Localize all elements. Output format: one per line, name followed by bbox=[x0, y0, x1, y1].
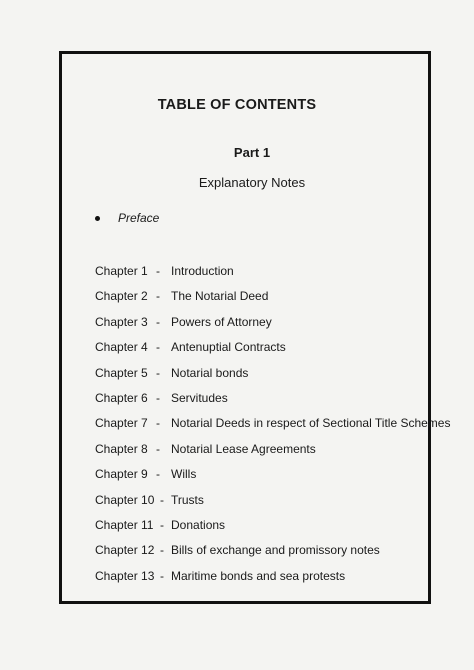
chapter-separator: - bbox=[156, 467, 160, 482]
chapter-title: Notarial Lease Agreements bbox=[171, 441, 316, 456]
toc-entry bbox=[95, 493, 204, 507]
chapter-label: Chapter 12 bbox=[95, 543, 155, 558]
toc-entry bbox=[95, 289, 268, 303]
chapter-title: Antenuptial Contracts bbox=[171, 340, 286, 355]
chapter-title: Trusts bbox=[171, 492, 204, 507]
chapter-label: Chapter 4 bbox=[95, 340, 148, 355]
toc-entry bbox=[95, 340, 286, 354]
chapter-label: Chapter 8 bbox=[95, 441, 148, 456]
preface-item bbox=[95, 211, 159, 225]
chapter-title: Donations bbox=[171, 518, 226, 532]
chapter-separator: - bbox=[156, 289, 160, 304]
chapter-separator: - bbox=[156, 416, 160, 431]
chapter-label: Chapter 7 bbox=[95, 416, 148, 431]
chapter-separator: - bbox=[160, 568, 164, 583]
chapter-title: Introduction bbox=[171, 264, 234, 278]
chapter-label: Chapter 10 bbox=[95, 492, 155, 507]
page-title: TABLE OF CONTENTS bbox=[157, 97, 317, 113]
chapter-separator: - bbox=[156, 391, 160, 405]
toc-entry bbox=[95, 315, 272, 329]
chapter-label: Chapter 9 bbox=[95, 467, 148, 482]
chapter-label: Chapter 11 bbox=[95, 518, 154, 532]
chapter-label: Chapter 2 bbox=[95, 289, 148, 304]
chapter-separator: - bbox=[156, 441, 160, 456]
bullet-icon bbox=[95, 216, 100, 221]
chapter-title: The Notarial Deed bbox=[171, 289, 269, 304]
part-heading: Part 1 bbox=[233, 145, 271, 160]
chapter-separator: - bbox=[156, 340, 160, 355]
chapter-title: Notarial bonds bbox=[171, 365, 249, 380]
chapter-separator: - bbox=[156, 264, 160, 278]
toc-entry bbox=[95, 391, 228, 405]
chapter-label: Chapter 3 bbox=[95, 314, 148, 329]
chapter-title: Bills of exchange and promissory notes bbox=[171, 543, 380, 558]
toc-entry bbox=[95, 467, 196, 481]
chapter-label: Chapter 5 bbox=[95, 365, 148, 380]
chapter-separator: - bbox=[160, 492, 164, 507]
chapter-title: Wills bbox=[171, 467, 197, 482]
toc-entry bbox=[95, 518, 225, 532]
preface-label: Preface bbox=[118, 211, 160, 225]
chapter-title: Maritime bonds and sea protests bbox=[171, 568, 346, 583]
toc-entry bbox=[95, 416, 450, 430]
toc-entry bbox=[95, 366, 248, 380]
chapter-title: Notarial Deeds in respect of Sectional Title Schemes bbox=[171, 416, 451, 431]
chapter-separator: - bbox=[160, 518, 164, 532]
toc-entry bbox=[95, 569, 345, 583]
chapter-label: Chapter 1 bbox=[95, 264, 148, 278]
chapter-title: Powers of Attorney bbox=[171, 314, 272, 329]
chapter-label: Chapter 6 bbox=[95, 391, 148, 405]
toc-entry bbox=[95, 264, 234, 278]
toc-entry bbox=[95, 543, 380, 557]
toc-entry bbox=[95, 442, 316, 456]
chapter-separator: - bbox=[160, 543, 164, 558]
chapter-label: Chapter 13 bbox=[95, 568, 155, 583]
part-subtitle: Explanatory Notes bbox=[198, 175, 306, 190]
chapter-separator: - bbox=[156, 365, 160, 380]
chapter-separator: - bbox=[156, 314, 160, 329]
chapter-title: Servitudes bbox=[171, 391, 228, 405]
